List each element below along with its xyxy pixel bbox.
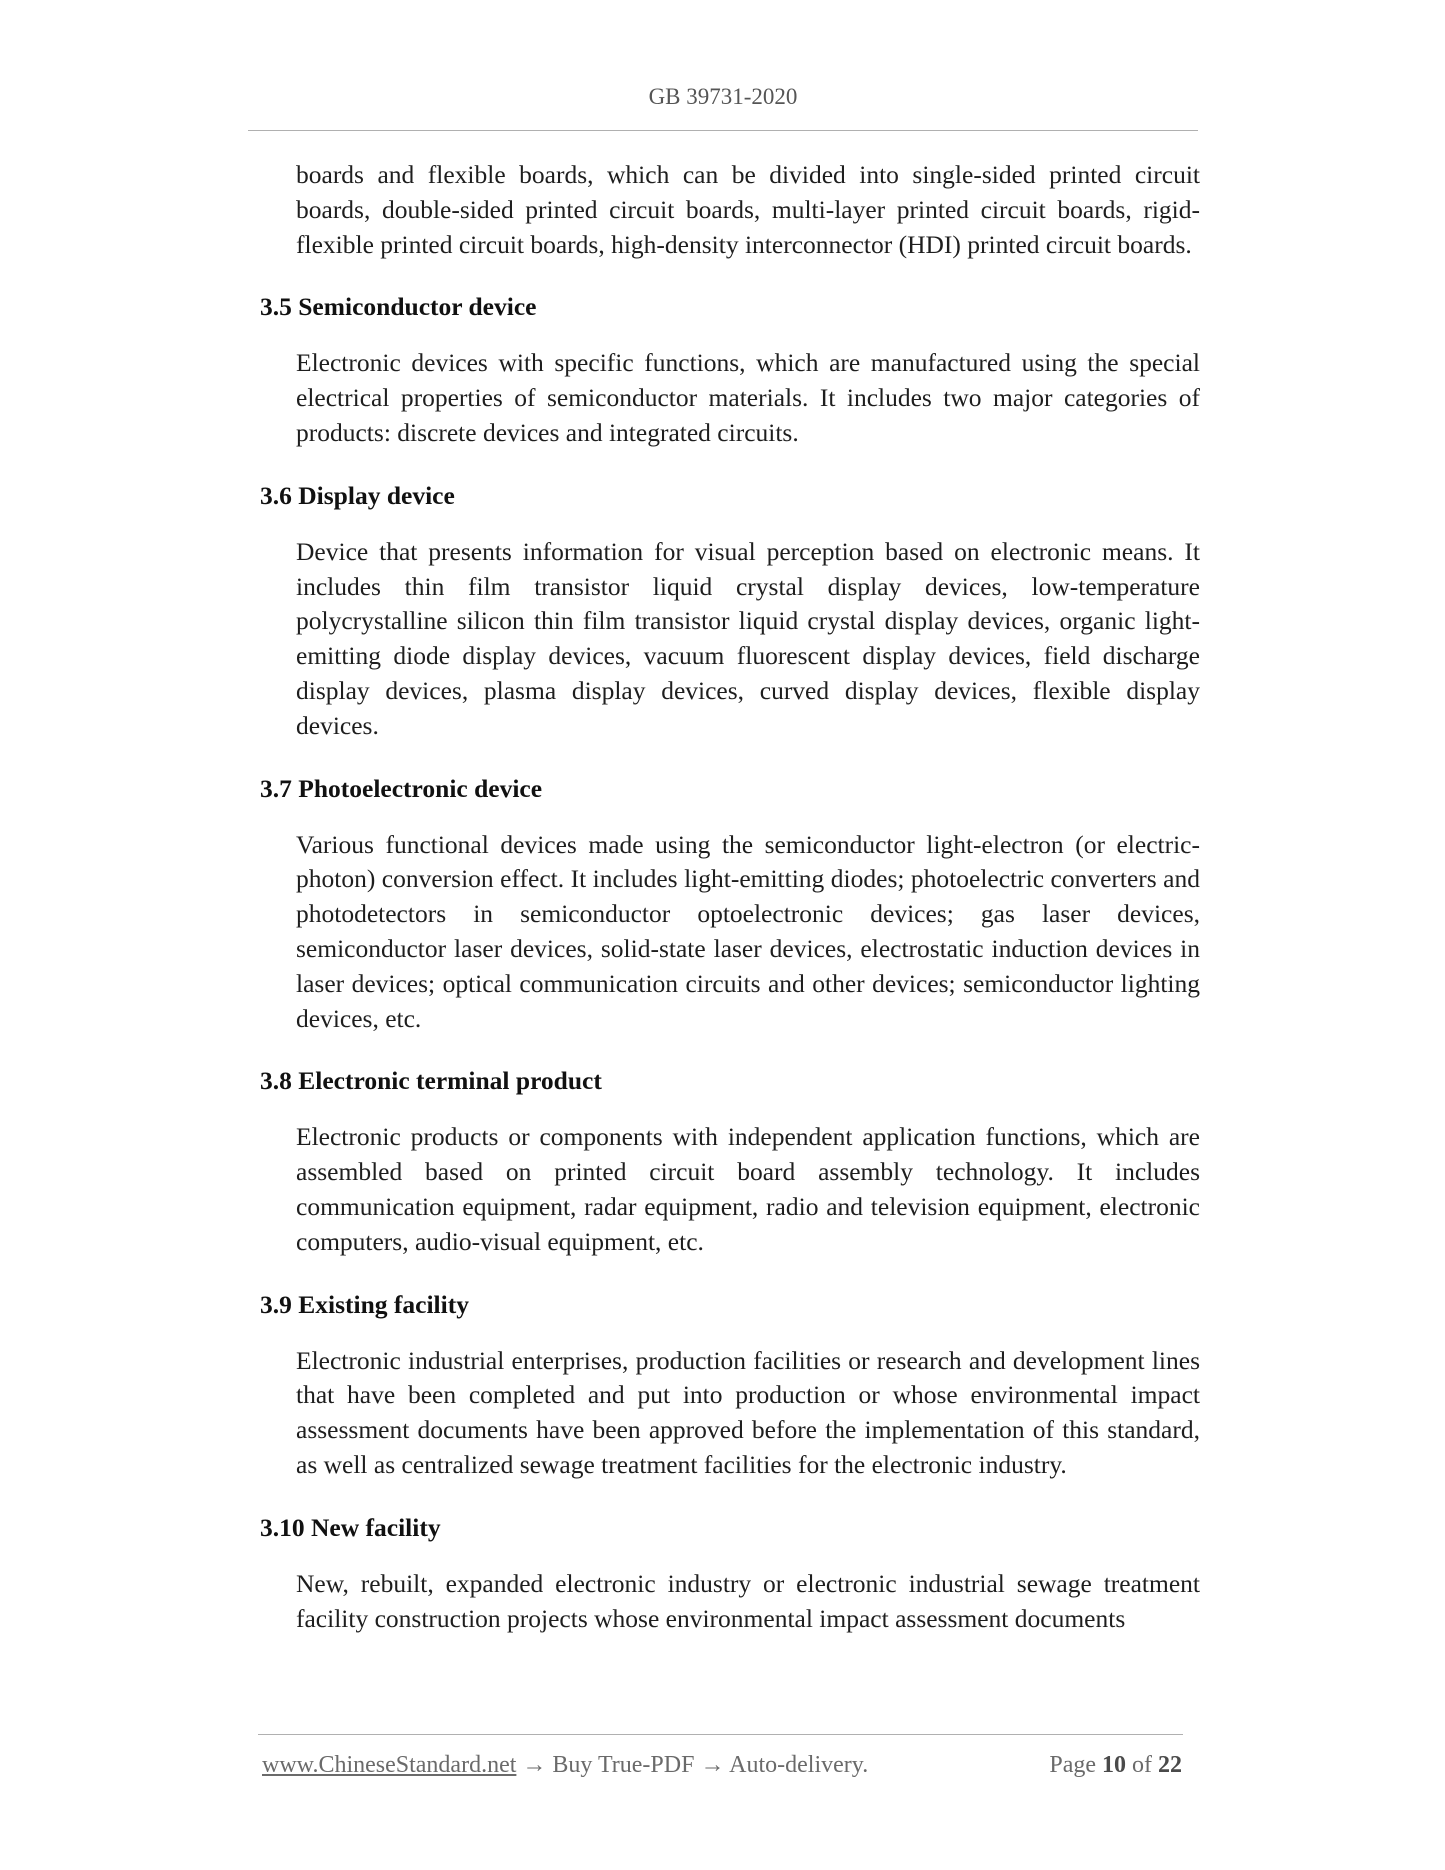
website-link[interactable]: www.ChineseStandard.net [262, 1752, 517, 1778]
section-heading-3-8: 3.8 Electronic terminal product [260, 1066, 602, 1096]
page-indicator [1049, 1752, 1182, 1779]
section-body-3-6: Device that presents information for visual perception based on electronic means. It includes thin film transistor liquid crystal display devices, low-temperature polycrystalline silicon thin film transistor liquid crystal display devices, organic light-emitting diode display devices, vacuum fluorescent display devices, field discharge display devices, plasma display devices, curved display devices, flexible display devices. [296, 536, 1200, 740]
auto-delivery-text: Auto-delivery. [729, 1752, 869, 1778]
section-body-3-10: New, rebuilt, expanded electronic industry or electronic industrial sewage treatment facility construction projects whose environmental impact assessment documents [296, 1568, 1200, 1633]
section-heading-3-10: 3.10 New facility [260, 1512, 441, 1542]
section-body-3-5: Electronic devices with specific functions, which are manufactured using the special electrical properties of semiconductor materials. It includes two major categories of products: discrete devices and integrated circuits. [296, 348, 1200, 447]
section-body-3-9: Electronic industrial enterprises, production facilities or research and development lines that have been completed and put into production or whose environmental impact assessment documents have been approved before the implementation of this standard, as well as centralized sewage treatment facilities for the electronic industry. [296, 1345, 1200, 1479]
document-id: GB 39731-2020 [648, 84, 798, 109]
footer-promo [262, 1752, 868, 1779]
section-heading-3-6: 3.6 Display device [260, 480, 455, 510]
page-footer [262, 1752, 1182, 1786]
intro-paragraph: boards and flexible boards, which can be divided into single-sided printed circuit boards, double-sided printed circuit boards, multi-layer printed circuit boards, rigid-flexible printed circuit boards, high-density interconnector (HDI) printed circuit boards. [296, 160, 1200, 259]
of-label: of [1132, 1752, 1152, 1778]
footer-divider [258, 1734, 1183, 1735]
section-heading-3-5: 3.5 Semiconductor device [260, 292, 537, 322]
page-current: 10 [1102, 1752, 1126, 1778]
page-total: 22 [1158, 1752, 1182, 1778]
section-body-3-8: Electronic products or components with independent application functions, which are assembled based on printed circuit board assembly technology. It includes communication equipment, radar equipment, radio and television equipment, electronic computers, audio-visual equipment, etc. [296, 1122, 1200, 1256]
arrow-right-icon: → [700, 1752, 725, 1778]
header-divider [248, 130, 1198, 131]
document-body [260, 158, 1200, 1636]
document-header [248, 84, 1198, 110]
page-label: Page [1049, 1752, 1096, 1778]
section-body-3-7: Various functional devices made using the semiconductor light-electron (or electric-photon) conversion effect. It includes light-emitting diodes; photoelectric converters and photodetectors in semiconductor optoelectronic devices; gas laser devices, semiconductor laser devices, solid-state laser devices, electrostatic induction devices in laser devices; optical communication circuits and other devices; semiconductor lighting devices, etc. [296, 829, 1200, 1033]
section-heading-3-9: 3.9 Existing facility [260, 1289, 469, 1319]
arrow-right-icon: → [522, 1752, 547, 1778]
section-heading-3-7: 3.7 Photoelectronic device [260, 773, 543, 803]
buy-true-pdf-text: Buy True-PDF [552, 1752, 695, 1778]
